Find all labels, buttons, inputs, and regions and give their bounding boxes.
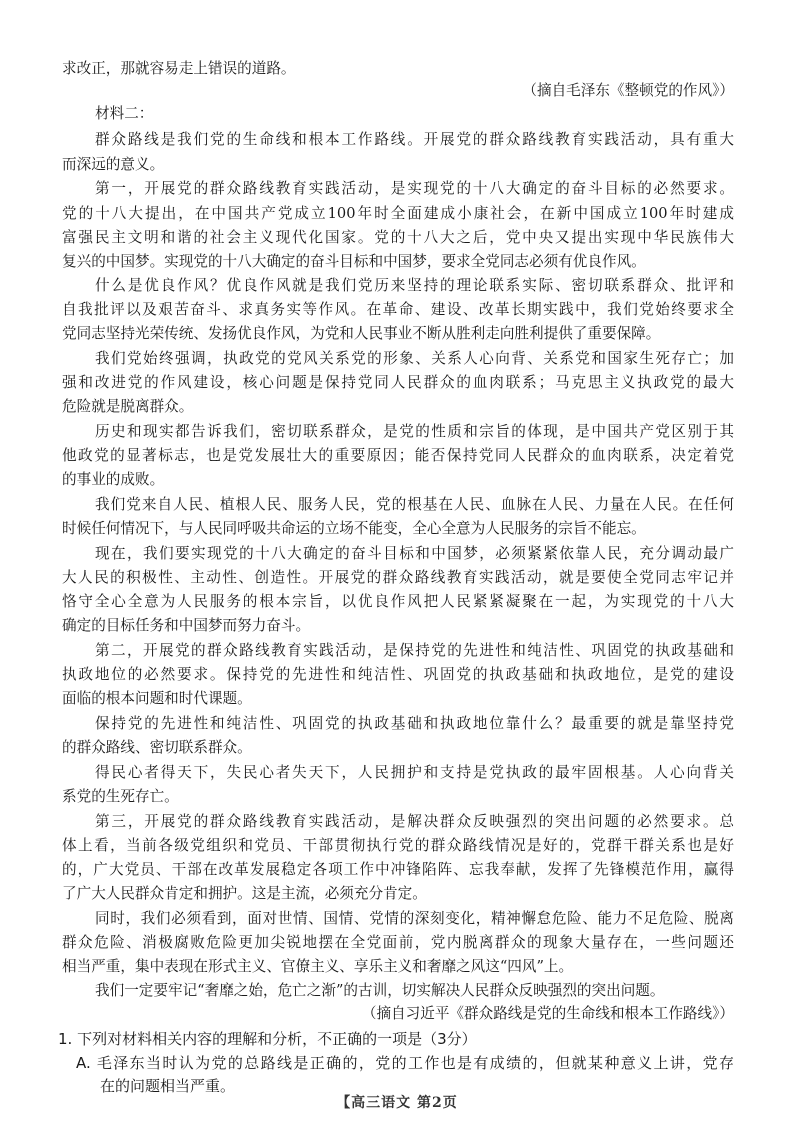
text-line: 得民心者得天下，失民心者失天下，人民拥护和支持是党执政的最牢固根基。人心向背关 (95, 764, 734, 781)
text-line: 系党的生死存亡。 (62, 788, 179, 805)
source-citation: （摘自习近平《群众路线是党的生命线和根本工作路线》） (361, 1005, 734, 1022)
text-line: 时候任何情况下，与人民同呼吸共命运的立场不能变，全心全意为人民服务的宗旨不能忘。 (62, 520, 646, 537)
question-stem: 1. 下列对材料相关内容的理解和分析，不正确的一项是（3分） (58, 1030, 477, 1048)
text-line: 的群众路线、密切联系群众。 (62, 739, 252, 756)
section-heading: 材料二： (95, 105, 154, 122)
text-line: 强和改进党的作风建设，核心问题是保持党同人民群众的血肉联系；马克思主义执政党的最大 (62, 374, 734, 391)
text-line: 自我批评以及艰苦奋斗、求真务实等作风。在革命、建设、改革长期实践中，我们党始终要求全 (62, 301, 734, 318)
text-line: 群众危险、消极腐败危险更加尖锐地摆在全党面前，党内脱离群众的现象大量存在，一些问题还 (62, 934, 734, 951)
text-line: 富强民主文明和谐的社会主义现代化国家。党的十八大之后，党中央又提出实现中华民族伟大 (62, 229, 734, 246)
text-line: 相当严重，集中表现在形式主义、官僚主义、享乐主义和奢靡之风这“四风”上。 (62, 958, 574, 975)
text-line: 而深远的意义。 (62, 156, 165, 173)
text-line: 的，广大党员、干部在改革发展稳定各项工作中冲锋陷阵、忘我奉献，发挥了先锋模范作用，赢得 (62, 861, 734, 878)
text-line: 我们一定要牢记“奢靡之始，危亡之渐”的古训，切实解决人民群众反映强烈的突出问题。 (95, 982, 665, 999)
option-a-continued: 在的问题相当严重。 (100, 1077, 236, 1095)
text-line: 第三，开展党的群众路线教育实践活动，是解决群众反映强烈的突出问题的必然要求。总 (95, 813, 734, 830)
page-footer: 【高三语文 第2页 (336, 1095, 458, 1111)
text-line: 的事业的成败。 (62, 471, 165, 488)
source-citation: （摘自毛泽东《整顿党的作风》） (522, 82, 734, 99)
text-line: 党同志坚持光荣传统、发扬优良作风，为党和人民事业不断从胜利走向胜利提供了重要保障。 (62, 325, 661, 342)
text-line: 同时，我们必须看到，面对世情、国情、党情的深刻变化，精神懈怠危险、能力不足危险、脱离 (95, 910, 734, 927)
text-line: 体上看，当前各级党组织和党员、干部贯彻执行党的群众路线情况是好的，党群干群关系也是好 (62, 837, 734, 854)
text-line: 他政党的显著标志，也是党发展壮大的重要原因；能否保持党同人民群众的血肉联系，决定着党 (62, 447, 734, 464)
option-a: A. 毛泽东当时认为党的总路线是正确的，党的工作也是有成绩的，但就某种意义上讲，党存 (76, 1054, 734, 1072)
text-line: 了广大人民群众肯定和拥护。这是主流，必须充分肯定。 (62, 885, 427, 902)
text-line: 危险就是脱离群众。 (62, 398, 194, 415)
text-line: 求改正，那就容易走上错误的道路。 (62, 60, 296, 77)
text-line: 党的十八大提出，在中国共产党成立100年时全面建成小康社会，在新中国成立100年时建成 (62, 205, 734, 222)
text-line: 我们党始终强调，执政党的党风关系党的形象、关系人心向背、关系党和国家生死存亡；加 (95, 350, 734, 367)
text-line: 面临的根本问题和时代课题。 (62, 690, 252, 707)
text-line: 现在，我们要实现党的十八大确定的奋斗目标和中国梦，必须紧紧依靠人民，充分调动最广 (95, 545, 734, 562)
text-line: 什么是优良作风？优良作风就是我们党历来坚持的理论联系实际、密切联系群众、批评和 (95, 277, 734, 294)
text-line: 大人民的积极性、主动性、创造性。开展党的群众路线教育实践活动，就是要使全党同志牢记并 (62, 569, 734, 586)
text-line: 复兴的中国梦。实现党的十八大确定的奋斗目标和中国梦，要求全党同志必须有优良作风。 (62, 253, 646, 270)
text-line: 确定的目标任务和中国梦而努力奋斗。 (62, 617, 311, 634)
text-line: 第一，开展党的群众路线教育实践活动，是实现党的十八大确定的奋斗目标的必然要求。 (95, 180, 734, 197)
text-line: 历史和现实都告诉我们，密切联系群众，是党的性质和宗旨的体现，是中国共产党区别于其 (95, 423, 734, 440)
text-line: 群众路线是我们党的生命线和根本工作路线。开展党的群众路线教育实践活动，具有重大 (95, 131, 734, 148)
text-line: 第二，开展党的群众路线教育实践活动，是保持党的先进性和纯洁性、巩固党的执政基础和 (95, 642, 734, 659)
text-line: 恪守全心全意为人民服务的根本宗旨，以优良作风把人民紧紧凝聚在一起，为实现党的十八大 (62, 593, 734, 610)
text-line: 我们党来自人民、植根人民、服务人民，党的根基在人民、血脉在人民、力量在人民。在任何 (95, 496, 734, 513)
text-line: 执政地位的必然要求。保持党的先进性和纯洁性、巩固党的执政基础和执政地位，是党的建设 (62, 666, 734, 683)
text-line: 保持党的先进性和纯洁性、巩固党的执政基础和执政地位靠什么？最重要的就是靠坚持党 (95, 715, 734, 732)
